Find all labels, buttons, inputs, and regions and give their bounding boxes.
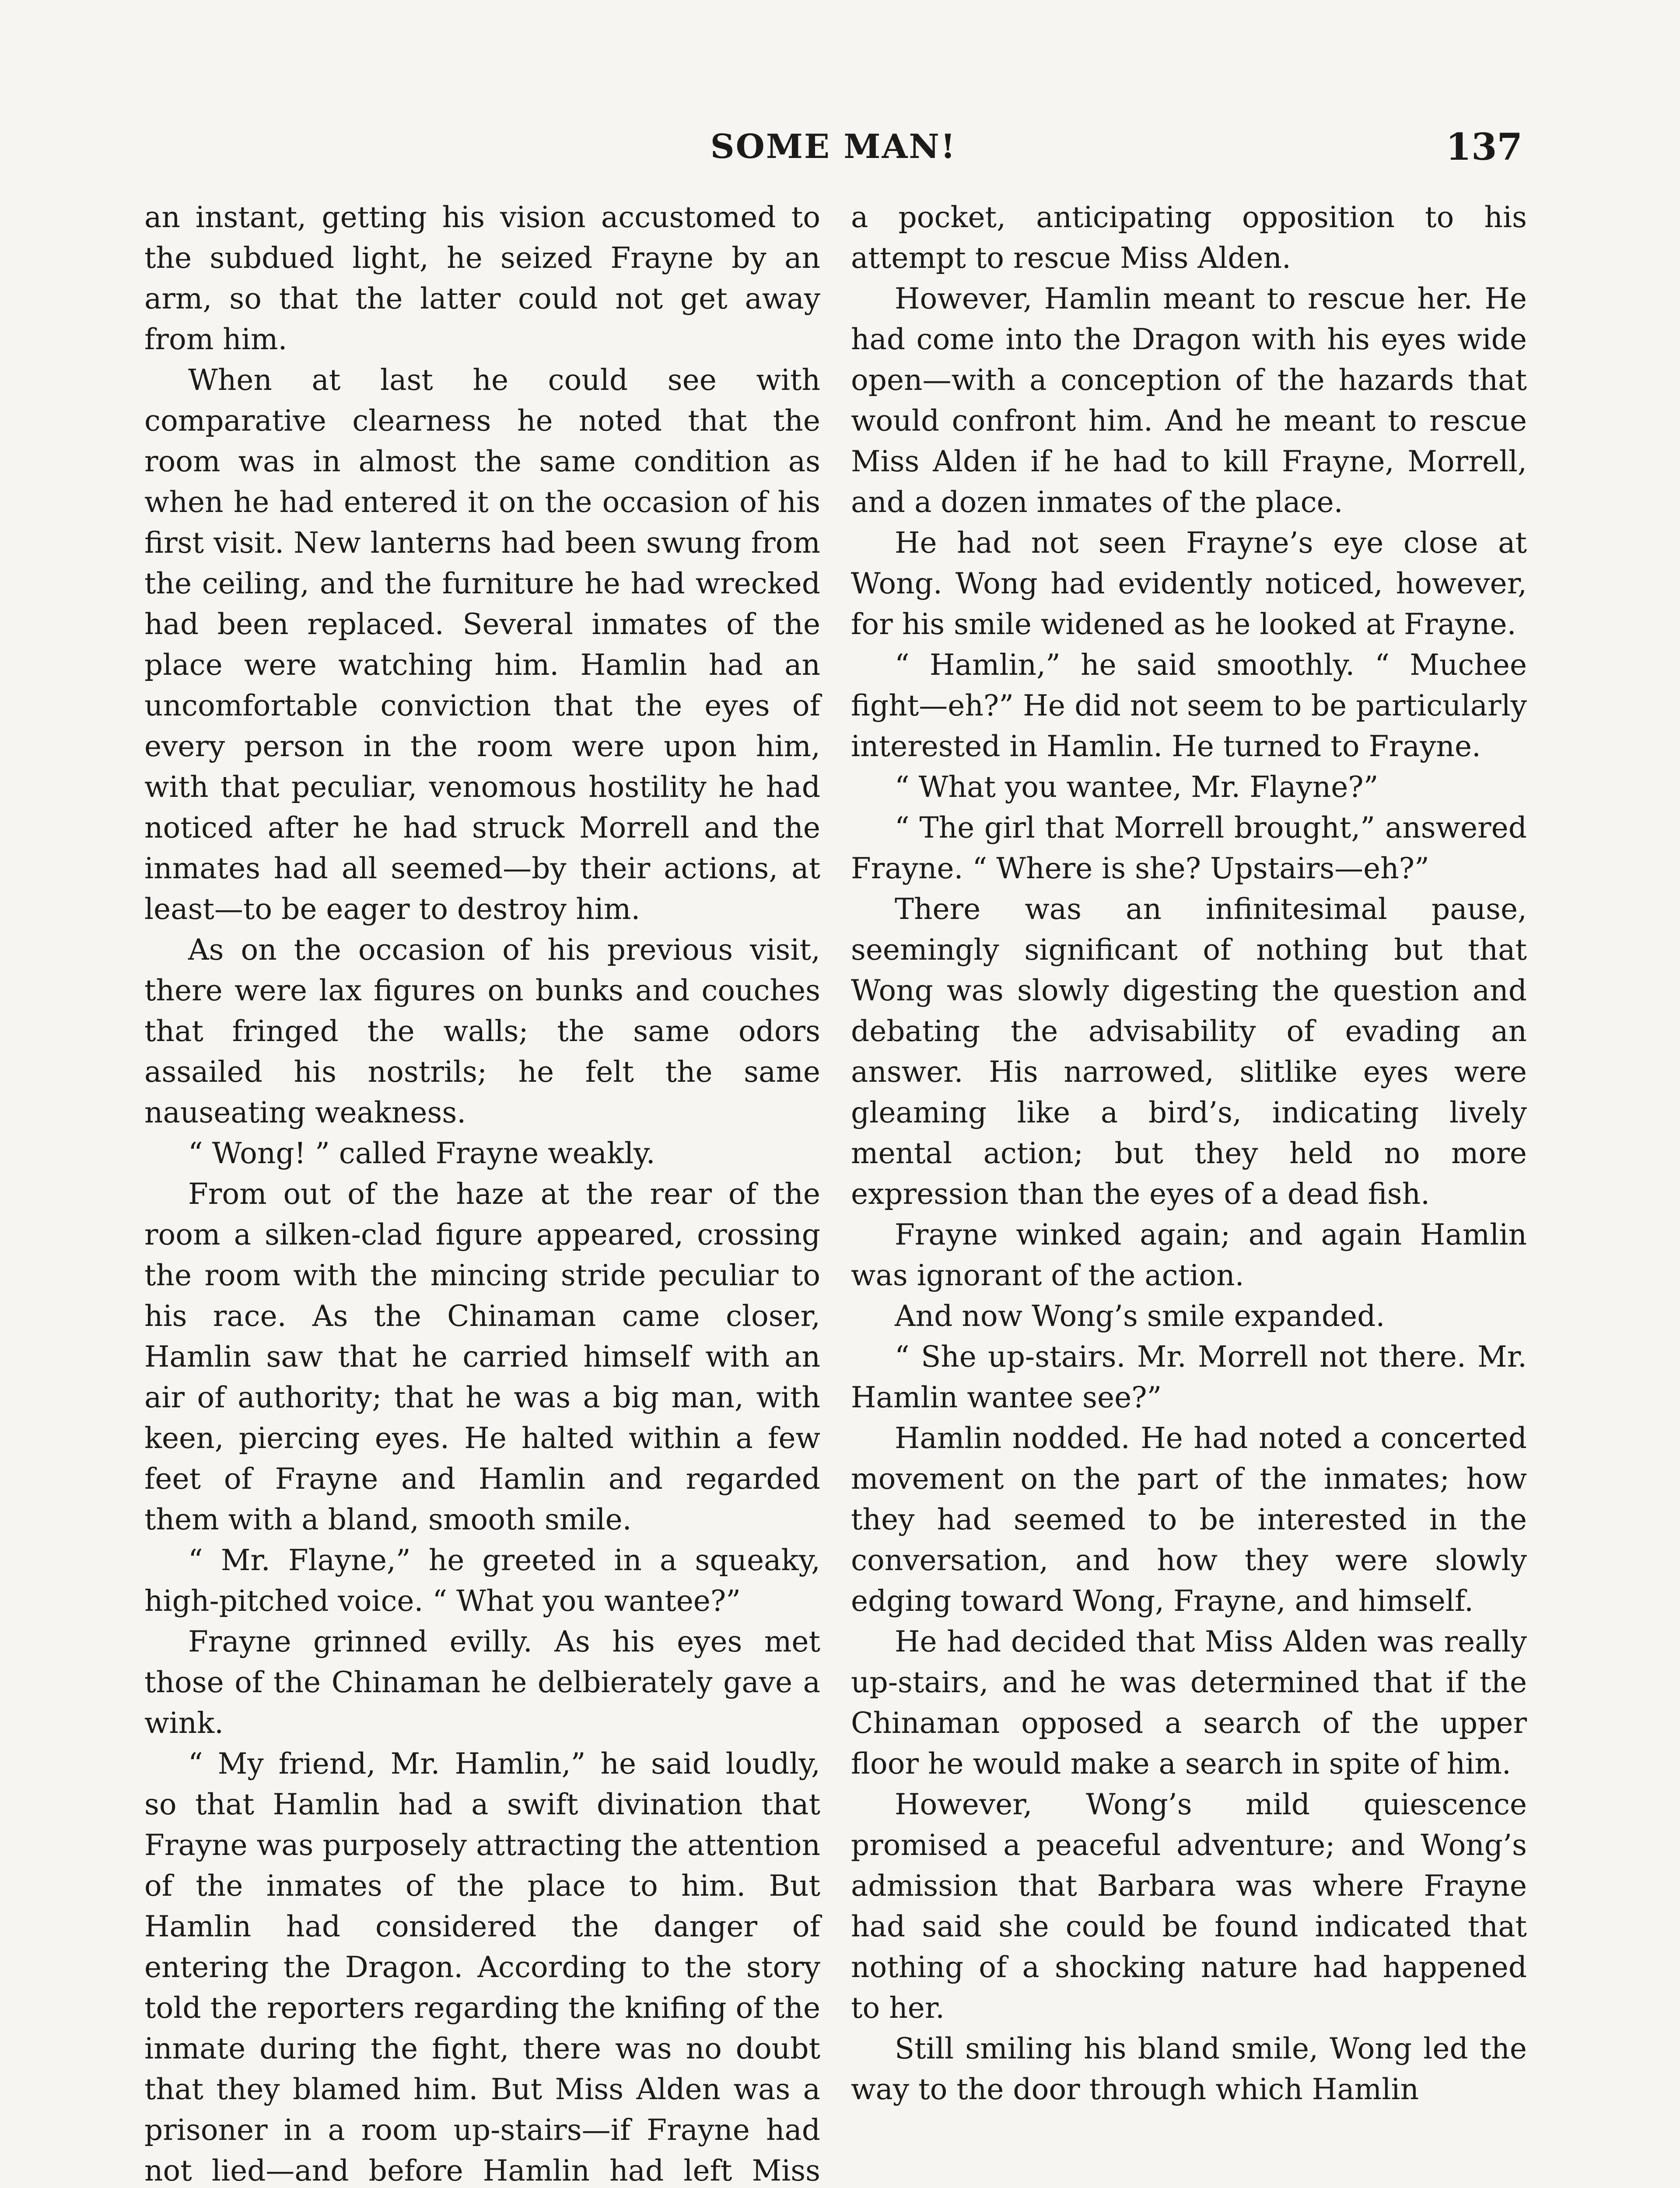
running-head — [144, 127, 1522, 179]
paragraph: When at last he could see with comparative clearness he noted that the room was in almost the same condition as when he had entered it on the occasion of his first visit. New lanterns had been swung from the ceiling, and the furniture he had wrecked had been replaced. Several inmates of the place were watching him. Hamlin had an uncomfortable conviction that the eyes of every person in the room were upon him, with that peculiar, venomous hostility he had noticed after he had struck Morrell and the inmates had all seemed—by their actions, at least—to be eager to destroy him. — [144, 363, 820, 926]
paragraph: “ Wong! ” called Frayne weakly. — [188, 1136, 655, 1170]
paragraph: From out of the haze at the rear of the room a silken-clad figure appeared, crossing the room with the mincing stride peculiar to his race. As the Chinaman came closer, Hamlin saw that he carried himself with an air of authority; that he was a big man, with keen, piercing eyes. He halted within a few feet of Frayne and Hamlin and regarded them with a bland, smooth smile. — [144, 1177, 820, 1536]
paragraph: He had decided that Miss Alden was really up-stairs, and he was determined that if the Chinaman opposed a search of the upper floor he would make a search in spite of him. — [851, 1625, 1527, 1781]
paragraph: a pocket, anticipating opposition to his attempt to rescue Miss Alden. — [851, 200, 1527, 275]
paragraph: “ Mr. Flayne,” he greeted in a squeaky, high-pitched voice. “ What you wantee?” — [144, 1543, 820, 1618]
text-columns — [144, 197, 1527, 2188]
paragraph: Still smiling his bland smile, Wong led the way to the door through which Hamlin — [851, 2032, 1527, 2106]
page-number: 137 — [1446, 125, 1522, 168]
paragraph: He had not seen Frayne’s eye close at Wong. Wong had evidently noticed, however, for his smile widened as he looked at Frayne. — [851, 526, 1527, 641]
right-column — [851, 197, 1527, 2188]
paragraph: As on the occasion of his previous visit, there were lax figures on bunks and couches that fringed the walls; the same odors assailed his nostrils; he felt the same nauseating weakness. — [144, 933, 820, 1129]
paragraph: Frayne winked again; and again Hamlin was ignorant of the action. — [851, 1218, 1527, 1292]
paragraph: “ Hamlin,” he said smoothly. “ Muchee fight—eh?” He did not seem to be particularly interested in Hamlin. He turned to Frayne. — [851, 648, 1527, 763]
left-column — [144, 197, 820, 2188]
paragraph: Frayne grinned evilly. As his eyes met those of the Chinaman he delbierately gave a wink. — [144, 1625, 820, 1740]
paragraph: However, Hamlin meant to rescue her. He had come into the Dragon with his eyes wide open—with a conception of the hazards that would confront him. And he meant to rescue Miss Alden if he had to kill Frayne, Morrell, and a dozen inmates of the place. — [851, 282, 1527, 519]
running-title: SOME MAN! — [710, 127, 957, 166]
paragraph: an instant, getting his vision accustomed to the subdued light, he seized Frayne by an arm, so that the latter could not get away from him. — [144, 200, 820, 356]
paragraph: And now Wong’s smile expanded. — [895, 1299, 1385, 1333]
paragraph: There was an infinitesimal pause, seemingly significant of nothing but that Wong was slowly digesting the question and debating the advisability of evading an answer. His narrowed, slitlike eyes were gleaming like a bird’s, indicating lively mental action; but they held no more expression than the eyes of a dead fish. — [851, 892, 1527, 1211]
paragraph: Hamlin nodded. He had noted a concerted movement on the part of the inmates; how they had seemed to be interested in the conversation, and how they were slowly edging toward Wong, Frayne, and himself. — [851, 1421, 1527, 1618]
paragraph: “ My friend, Mr. Hamlin,” he said loudly, so that Hamlin had a swift divination that Frayne was purposely attracting the attention of the inmates of the place to him. But Hamlin had considered the danger of entering the Dragon. According to the story told the reporters regarding the knifing of the inmate during the fight, there was no doubt that they blamed him. But Miss Alden was a prisoner in a room up-stairs—if Frayne had not lied—and before Hamlin had left Miss — [144, 1747, 820, 2188]
paragraph: However, Wong’s mild quiescence promised a peaceful adventure; and Wong’s admission that Barbara was where Frayne had said she could be found indicated that nothing of a shocking nature had happened to her. — [851, 1788, 1527, 2025]
paragraph: “ She up-stairs. Mr. Morrell not there. Mr. Hamlin wantee see?” — [851, 1340, 1527, 1414]
paragraph: “ What you wantee, Mr. Flayne?” — [895, 770, 1379, 804]
paragraph: “ The girl that Morrell brought,” answered Frayne. “ Where is she? Upstairs—eh?” — [851, 811, 1527, 885]
